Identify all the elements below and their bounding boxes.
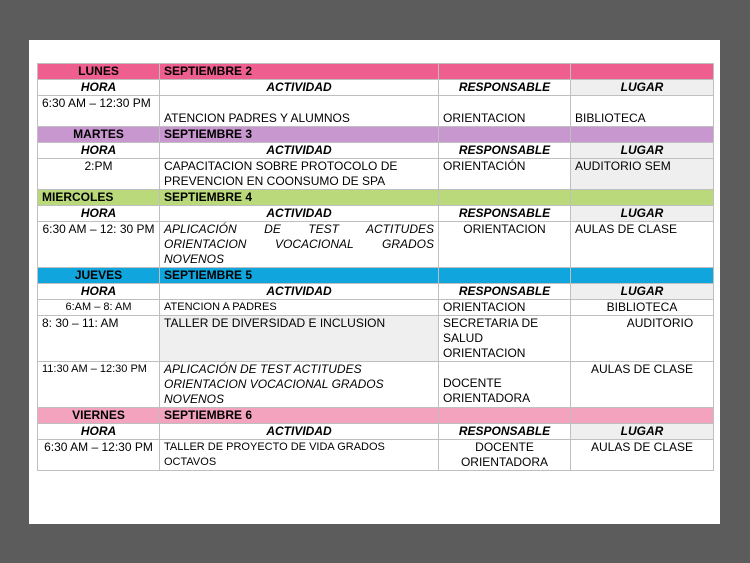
cell-actividad: CAPACITACION SOBRE PROTOCOLO DE PREVENCION EN COONSUMO DE SPA <box>160 159 439 190</box>
cell-hora: 6:AM – 8: AM <box>38 300 160 316</box>
day-name: JUEVES <box>38 268 160 284</box>
table-row <box>38 440 714 471</box>
cell-hora: 6:30 AM – 12:30 PM <box>38 440 160 471</box>
day-date: SEPTIEMBRE 5 <box>160 268 439 284</box>
cell-responsable: ORIENTACION <box>439 96 571 127</box>
cell-responsable: DOCENTE ORIENTADORA <box>439 362 571 408</box>
day-name: MARTES <box>38 127 160 143</box>
cell-lugar: AUDITORIO <box>571 316 714 362</box>
day-date: SEPTIEMBRE 2 <box>160 64 439 80</box>
cell-lugar: AULAS DE CLASE <box>571 440 714 471</box>
header-actividad: ACTIVIDAD <box>160 424 439 440</box>
cell-responsable: ORIENTACION <box>439 222 571 268</box>
cell-hora: 2:PM <box>38 159 160 190</box>
table-row <box>38 316 714 362</box>
cell-hora: 6:30 AM – 12: 30 PM <box>38 222 160 268</box>
cell-actividad: APLICACIÓN DE TEST ACTITUDES ORIENTACION VOCACIONAL GRADOS NOVENOS <box>160 222 439 268</box>
header-actividad: ACTIVIDAD <box>160 80 439 96</box>
day-header-viernes <box>38 408 714 424</box>
day-name: MIERCOLES <box>38 190 160 206</box>
day-header-lunes <box>38 64 714 80</box>
cell-lugar: AULAS DE CLASE <box>571 222 714 268</box>
table-row <box>38 362 714 408</box>
slide-page <box>29 40 720 524</box>
header-hora: HORA <box>38 80 160 96</box>
header-lugar: LUGAR <box>571 206 714 222</box>
cell-actividad: ATENCION PADRES Y ALUMNOS <box>160 96 439 127</box>
header-responsable: RESPONSABLE <box>439 424 571 440</box>
column-headers <box>38 143 714 159</box>
cell-lugar: AULAS DE CLASE <box>571 362 714 408</box>
column-headers <box>38 80 714 96</box>
day-header-miercoles <box>38 190 714 206</box>
header-actividad: ACTIVIDAD <box>160 284 439 300</box>
cell-lugar: BIBLIOTECA <box>571 300 714 316</box>
header-hora: HORA <box>38 424 160 440</box>
cell-actividad: ATENCION A PADRES <box>160 300 439 316</box>
cell-actividad: TALLER DE DIVERSIDAD E INCLUSION <box>160 316 439 362</box>
header-responsable: RESPONSABLE <box>439 284 571 300</box>
column-headers <box>38 284 714 300</box>
header-responsable: RESPONSABLE <box>439 143 571 159</box>
cell-actividad: TALLER DE PROYECTO DE VIDA GRADOS OCTAVOS <box>160 440 439 471</box>
header-lugar: LUGAR <box>571 424 714 440</box>
cell-hora: 6:30 AM – 12:30 PM <box>38 96 160 127</box>
table-row <box>38 300 714 316</box>
cell-responsable: DOCENTE ORIENTADORA <box>439 440 571 471</box>
header-lugar: LUGAR <box>571 284 714 300</box>
day-header-martes <box>38 127 714 143</box>
cell-responsable: SECRETARIA DE SALUD ORIENTACION <box>439 316 571 362</box>
header-lugar: LUGAR <box>571 80 714 96</box>
column-headers <box>38 424 714 440</box>
header-hora: HORA <box>38 284 160 300</box>
day-date: SEPTIEMBRE 6 <box>160 408 439 424</box>
table-row <box>38 222 714 268</box>
header-hora: HORA <box>38 143 160 159</box>
header-responsable: RESPONSABLE <box>439 206 571 222</box>
day-date: SEPTIEMBRE 3 <box>160 127 439 143</box>
cell-hora: 8: 30 – 11: AM <box>38 316 160 362</box>
cell-lugar: AUDITORIO SEM <box>571 159 714 190</box>
day-name: VIERNES <box>38 408 160 424</box>
header-lugar: LUGAR <box>571 143 714 159</box>
cell-hora: 11:30 AM – 12:30 PM <box>38 362 160 408</box>
table-row <box>38 159 714 190</box>
cell-lugar: BIBLIOTECA <box>571 96 714 127</box>
cell-responsable: ORIENTACIÓN <box>439 159 571 190</box>
day-header-jueves <box>38 268 714 284</box>
day-date: SEPTIEMBRE 4 <box>160 190 439 206</box>
cell-responsable: ORIENTACION <box>439 300 571 316</box>
header-actividad: ACTIVIDAD <box>160 206 439 222</box>
day-name: LUNES <box>38 64 160 80</box>
schedule-table <box>37 63 714 471</box>
table-row <box>38 96 714 127</box>
column-headers <box>38 206 714 222</box>
cell-actividad: APLICACIÓN DE TEST ACTITUDES ORIENTACION VOCACIONAL GRADOS NOVENOS <box>160 362 439 408</box>
header-responsable: RESPONSABLE <box>439 80 571 96</box>
header-hora: HORA <box>38 206 160 222</box>
header-actividad: ACTIVIDAD <box>160 143 439 159</box>
